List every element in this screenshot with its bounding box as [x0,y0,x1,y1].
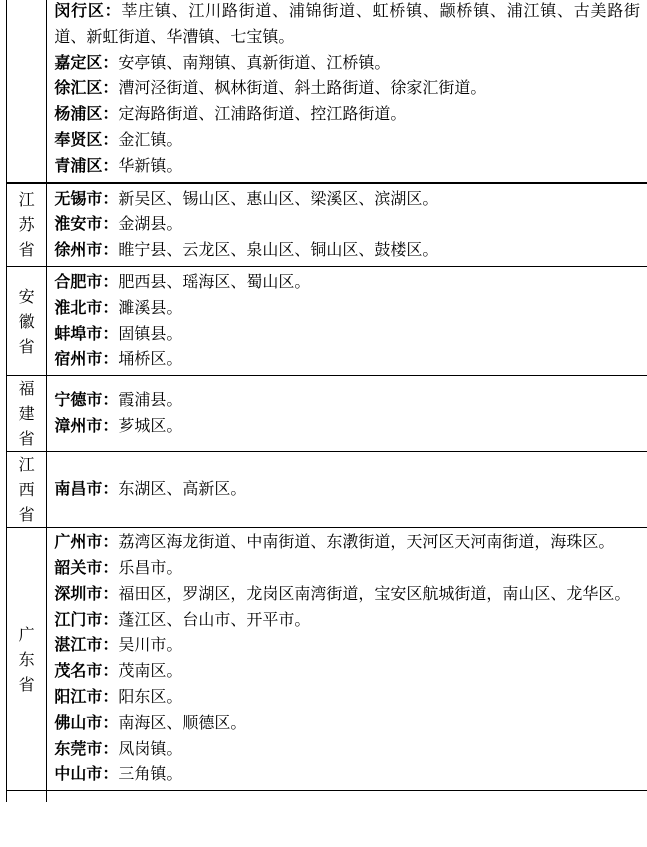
area-list [47,0,647,183]
list-item [54,476,640,502]
city-name: 嘉定区： [54,52,119,72]
list-item [54,387,640,413]
city-name: 南昌市： [54,479,119,499]
city-name: 杨浦区： [54,104,119,124]
city-name: 阳江市： [54,686,119,706]
area-names: 金汇镇。 [118,129,183,149]
area-list [47,183,647,267]
city-name: 东莞市： [54,738,119,758]
city-name: 宿州市： [54,349,119,369]
province-name: 江西省 [18,455,35,525]
city-name: 蚌埠市： [54,323,119,343]
province-cell [7,452,47,528]
province-row-jiangxi [7,452,647,528]
area-names: 肥西县、瑶海区、蜀山区。 [118,271,311,291]
area-list [47,528,647,791]
area-names: 福田区，罗湖区，龙岗区南湾街道，宝安区航城街道，南山区、龙华区。 [118,583,631,603]
list-item [54,581,640,607]
area-names: 金湖县。 [118,214,183,234]
city-name: 中山市： [54,764,119,784]
area-list [47,266,647,375]
list-item [54,529,640,555]
area-names: 东湖区、高新区。 [118,479,247,499]
city-name: 江门市： [54,609,119,629]
province-row-guangdong [7,528,647,791]
province-cell [7,528,47,791]
province-name: 江苏省 [18,190,35,260]
city-name: 佛山市： [54,712,119,732]
city-name: 韶关市： [54,557,119,577]
area-names: 荔湾区海龙街道、中南街道、东漖街道，天河区天河南街道，海珠区。 [118,532,615,552]
area-names: 华新镇。 [118,155,183,175]
area-names: 蓬江区、台山市、开平市。 [118,609,311,629]
area-names: 漕河泾街道、枫林街道、斜土路街道、徐家汇街道。 [118,78,487,98]
area-names: 吴川市。 [118,635,183,655]
list-item [54,710,640,736]
city-name: 漳州市： [54,416,119,436]
list-item [54,101,640,127]
list-item [54,127,640,153]
area-names: 莘庄镇、江川路街道、浦锦街道、虹桥镇、颛桥镇、浦江镇、古美路街道、新虹街道、华漕镇、七宝镇。 [54,1,640,46]
list-item [54,237,640,263]
list-item [54,50,640,76]
list-item [54,186,640,212]
city-name: 宁德市： [54,390,119,410]
area-list [47,376,647,452]
city-name: 徐汇区： [54,78,119,98]
area-names: 定海路街道、江浦路街道、控江路街道。 [118,104,407,124]
area-list [47,452,647,528]
area-names: 南海区、顺德区。 [118,712,247,732]
area-names: 霞浦县。 [118,390,183,410]
city-name: 合肥市： [54,271,119,291]
city-name: 湛江市： [54,635,119,655]
area-names: 芗城区。 [118,416,183,436]
province-cell [7,0,47,183]
province-cell [7,266,47,375]
area-names: 阳东区。 [118,686,183,706]
province-row-shanghai [7,0,647,183]
list-item [54,153,640,179]
province-cell [7,376,47,452]
city-name: 深圳市： [54,583,119,603]
city-name: 青浦区： [54,155,119,175]
area-names: 安亭镇、南翔镇、真新街道、江桥镇。 [118,52,391,72]
area-names: 凤岗镇。 [118,738,183,758]
area-names: 三角镇。 [118,764,183,784]
province-cell [7,183,47,267]
list-item [54,607,640,633]
province-row-fujian [7,376,647,452]
city-name: 闵行区： [54,1,122,20]
area-names: 茂南区。 [118,661,183,681]
province-row-anhui [7,266,647,375]
area-list [47,791,647,803]
list-item [54,761,640,787]
province-name: 安徽省 [18,286,35,356]
city-name: 茂名市： [54,661,119,681]
list-item [54,346,640,372]
region-table [6,0,647,802]
list-item [54,269,640,295]
list-item [54,632,640,658]
province-name: 广东省 [18,624,35,694]
city-name: 广州市： [54,532,119,552]
list-item [54,736,640,762]
province-cell [7,791,47,803]
list-item [54,211,640,237]
area-names: 埇桥区。 [118,349,183,369]
list-item [54,413,640,439]
area-names: 濉溪县。 [118,297,183,317]
city-name: 无锡市： [54,188,119,208]
list-item [54,321,640,347]
area-names: 乐昌市。 [118,557,183,577]
list-item [54,684,640,710]
province-row-next [7,791,647,803]
list-item [54,0,640,50]
city-name: 淮北市： [54,297,119,317]
list-item [54,75,640,101]
area-names: 新吴区、锡山区、惠山区、梁溪区、滨湖区。 [118,188,439,208]
list-item [54,555,640,581]
city-name: 奉贤区： [54,129,119,149]
province-name: 福建省 [18,379,35,449]
city-name: 徐州市： [54,240,119,260]
province-row-jiangsu [7,183,647,267]
city-name: 淮安市： [54,214,119,234]
list-item [54,295,640,321]
area-names: 睢宁县、云龙区、泉山区、铜山区、鼓楼区。 [118,240,439,260]
area-names: 固镇县。 [118,323,183,343]
list-item [54,658,640,684]
